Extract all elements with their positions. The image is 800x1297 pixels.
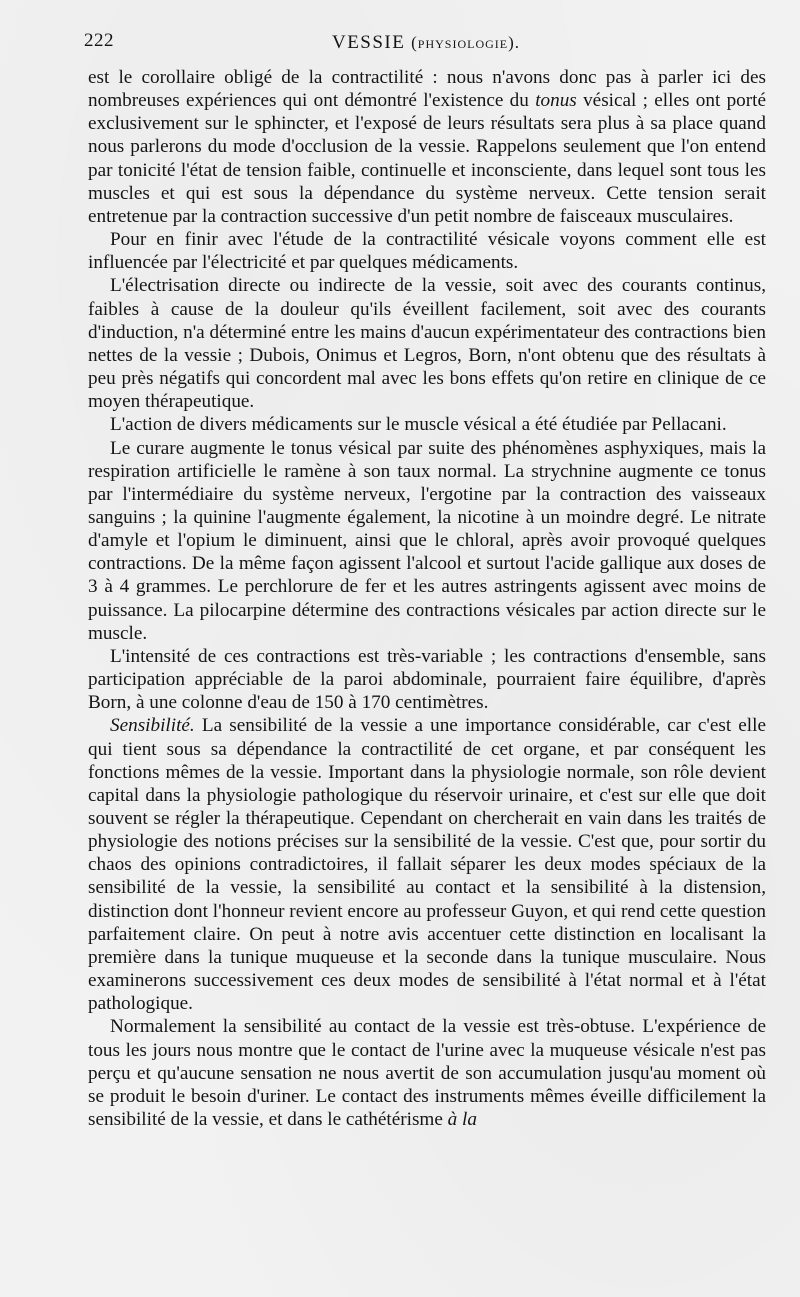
running-head [84,32,768,54]
paragraph [88,274,766,413]
paragraph [88,645,766,714]
text-segment: Normalement la sensibilité au contact de la vessie est très-obtuse. L'expérience de tous les jours nous montre que le contact de l'urine avec la muqueuse vésicale n'est pas perçu et qu'aucune sensation ne nous avertit de son accumulation jusqu'au moment où se produit le besoin d'uriner. Le contact des instruments mêmes éveille difficilement la sensibilité de la vessie, et dans le cathétérisme [88,1016,766,1131]
italic-text: à la [447,1109,477,1131]
body-text [88,66,766,1131]
running-head-subtitle: (physiologie). [411,33,521,52]
text-segment: est le corollaire obligé de la contractilité : nous n'avons donc pas à parler ici des nombreuses expériences qui ont démontré l'existence du [88,67,766,112]
text-segment: L'action de divers médicaments sur le muscle vésical a été étudiée par Pellacani. [110,414,727,436]
italic-text: Sensibilité. [110,715,195,737]
paragraph [88,66,766,228]
running-head-title: VESSIE [331,32,406,53]
text-segment: Le curare augmente le tonus vésical par suite des phénomènes asphyxiques, mais la respiration artificielle le ramène à son taux normal. La strychnine augmente ce tonus par l'intermédiaire du système nerveux, l'ergotine par la contraction des vaisseaux sanguins ; la quinine l'augmente également, la nicotine à un moindre degré. Le nitrate d'amyle et l'opium le diminuent, ainsi que le chloral, après avoir provoqué quelques contractions. De la même façon agissent l'alcool et surtout l'acide gallique aux doses de 3 à 4 grammes. Le perchlorure de fer et les autres astringents agissent avec moins de puissance. La pilocarpine détermine des contractions vésicales par action directe sur le muscle. [88,437,766,644]
paragraph [88,1015,766,1131]
text-segment: L'intensité de ces contractions est très-variable ; les contractions d'ensemble, sans participation appréciable de la paroi abdominale, pourraient faire équilibre, d'après Born, à une colonne d'eau de 150 à 170 centimètres. [88,645,766,714]
paragraph [88,413,766,436]
page-header [84,30,768,60]
paragraph [88,714,766,1015]
text-segment: L'électrisation directe ou indirecte de la vessie, soit avec des courants continus, faibles à cause de la douleur qu'ils éveillent facilement, soit avec des courants d'induction, n'a déterminé entre les mains d'aucun expérimentateur des contractions bien nettes de la vessie ; Dubois, Onimus et Legros, Born, n'ont obtenu que des résultats à peu près négatifs qui concordent mal avec les bons effets qu'on retire en clinique de ce moyen thérapeutique. [88,275,766,413]
paragraph [88,437,766,645]
italic-text: tonus [535,90,577,112]
text-segment: La sensibilité de la vessie a une importance considérable, car c'est elle qui tient sous sa dépendance la contractilité de cet organe, et par conséquent les fonctions mêmes de la vessie. Important dans la physiologie normale, son rôle devient capital dans la physiologie pathologique du réservoir urinaire, et c'est sur elle que doit souvent se régler la thérapeutique. Cependant on chercherait en vain dans les traités de physiologie des notions précises sur la sensibilité de la vessie. C'est que, pour sortir du chaos des opinions contradictoires, il fallait séparer les deux modes spéciaux de la sensibilité de la vessie, la sensibilité au contact et la sensibilité à la distension, distinction dont l'honneur revient encore au professeur Guyon, et qui rend cette question parfaitement claire. On peut à notre avis accentuer cette distinction en localisant la première dans la tunique muqueuse et la seconde dans la tunique musculaire. Nous examinerons successivement ces deux modes de sensibilité à l'état normal et à l'état pathologique. [88,715,766,1015]
page-number: 222 [84,30,114,51]
paragraph [88,228,766,274]
text-segment: Pour en finir avec l'étude de la contractilité vésicale voyons comment elle est influencée par l'électricité et par quelques médicaments. [88,229,766,274]
text-segment: vésical ; elles ont porté exclusivement sur le sphincter, et l'exposé de leurs résultats sera plus à sa place quand nous parlerons du mode d'occlusion de la vessie. Rappelons seulement que l'on entend par tonicité l'état de tension faible, continuelle et inconsciente, dans lequel sont tous les muscles et qui est sous la dépendance du système nerveux. Cette tension serait entretenue par la contraction successive d'un petit nombre de faisceaux musculaires. [88,90,766,227]
